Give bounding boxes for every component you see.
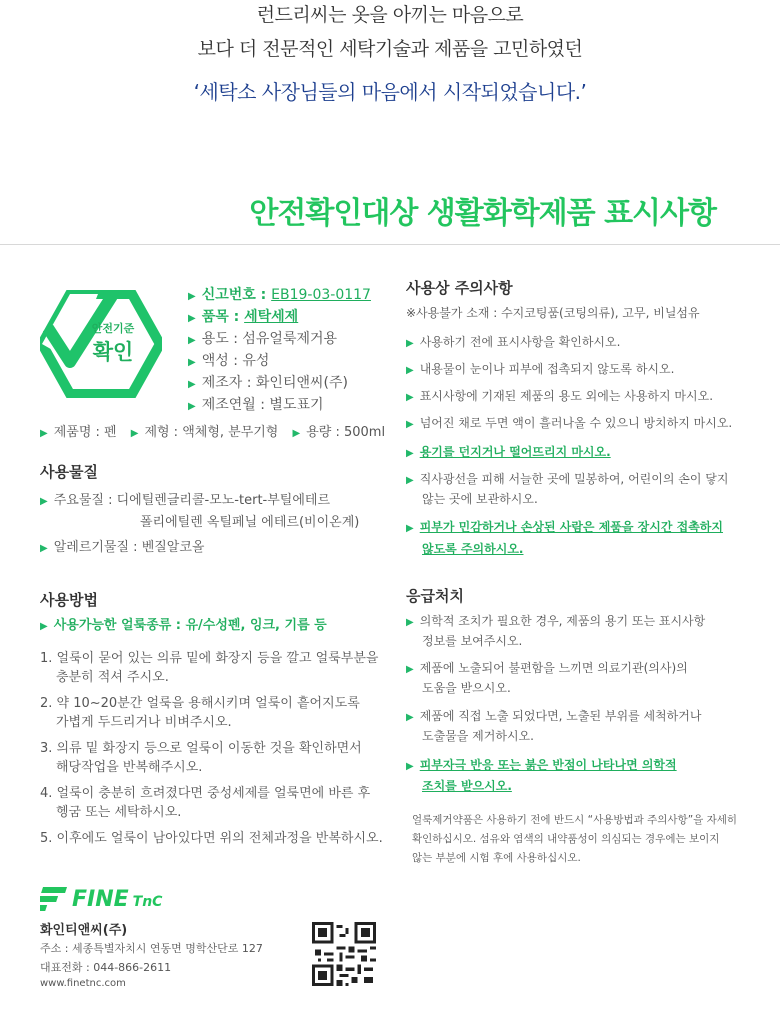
logo-main-text: FINE — [72, 886, 129, 912]
caution-item-7-cont: 않도록 주의하시오. — [422, 542, 524, 556]
caution-title: 사용상 주의사항 — [406, 279, 513, 297]
manufacturer: ▶ 제조자 : 화인티앤씨(주) — [188, 375, 348, 391]
badge-main-text: 확인 — [92, 340, 134, 364]
caution-item-2: ▶ 내용물이 눈이나 피부에 접촉되지 않도록 하시오. — [406, 362, 675, 376]
qr-code-icon — [312, 922, 376, 986]
arrow-icon: ▶ — [406, 617, 414, 628]
first-aid-item-2-cont: 도움을 받으시오. — [422, 681, 511, 695]
arrow-icon: ▶ — [188, 291, 196, 302]
method-step-3: 3. 의류 밑 화장지 등으로 얼룩이 이동한 것을 확인하면서 — [40, 741, 362, 756]
caution-item-6-cont: 않는 곳에 보관하시오. — [422, 492, 538, 506]
arrow-icon: ▶ — [406, 712, 414, 723]
qr-code[interactable] — [312, 922, 376, 986]
first-aid-item-4: ▶ 피부자극 반응 또는 붉은 반점이 나타나면 의학적 — [406, 758, 677, 772]
logo-sub-text: TnC — [132, 894, 163, 910]
footnote-line-2: 확인하십시오. 섬유와 염색의 내약품성이 의심되는 경우에는 보이지 — [412, 833, 720, 845]
method-title: 사용방법 — [40, 591, 98, 609]
caution-note: ※사용불가 소재 : 수지코팅품(코팅의류), 고무, 비닐섬유 — [406, 306, 700, 320]
arrow-icon: ▶ — [406, 475, 414, 486]
stain-types: ▶ 사용가능한 얼룩종류 : 유/수성펜, 잉크, 기름 등 — [40, 618, 327, 633]
caution-item-1: ▶ 사용하기 전에 표시사항을 확인하시오. — [406, 335, 621, 349]
arrow-icon: ▶ — [406, 338, 414, 349]
intro-quote: ‘세탁소 사장님들의 마음에서 시작되었습니다.’ — [193, 80, 587, 104]
first-aid-item-3-cont: 도출물을 제거하시오. — [422, 729, 534, 743]
first-aid-item-3: ▶ 제품에 직접 노출 되었다면, 노출된 부위를 세척하거나 — [406, 709, 702, 723]
intro-line-1: 런드리씨는 옷을 아끼는 마음으로 — [256, 4, 524, 26]
company-url[interactable]: www.finetnc.com — [40, 978, 126, 989]
arrow-icon: ▶ — [292, 428, 301, 439]
product-item: ▶ 품목 : 세탁세제 — [188, 309, 299, 325]
arrow-icon: ▶ — [40, 543, 48, 554]
manufacture-date: ▶ 제조연월 : 별도표기 — [188, 397, 324, 413]
method-step-2-cont: 가볍게 두드리거나 비벼주시오. — [56, 715, 232, 730]
caution-item-7: ▶ 피부가 민감하거나 손상된 사람은 제품을 장시간 접촉하지 — [406, 520, 723, 534]
first-aid-item-2: ▶ 제품에 노출되어 불편함을 느끼면 의료기관(의사)의 — [406, 661, 688, 675]
method-step-5: 5. 이후에도 얼룩이 남아있다면 위의 전체과정을 반복하시오. — [40, 831, 383, 846]
caution-item-5: ▶ 용기를 던지거나 떨어뜨리지 마시오. — [406, 445, 611, 459]
arrow-icon: ▶ — [188, 379, 196, 390]
divider — [0, 244, 780, 245]
company-name: 화인티앤씨(주) — [40, 923, 128, 938]
first-aid-item-4-cont: 조치를 받으시오. — [422, 779, 512, 793]
arrow-icon: ▶ — [188, 335, 196, 346]
first-aid-title: 응급처치 — [406, 587, 464, 605]
badge-top-text: 안전기준 — [91, 322, 135, 335]
company-address: 주소 : 세종특별자치시 연동면 명학산단로 127 — [40, 942, 263, 955]
arrow-icon: ▶ — [40, 428, 48, 439]
method-step-1-cont: 충분히 적셔 주시오. — [56, 670, 169, 685]
arrow-icon: ▶ — [406, 523, 414, 534]
first-aid-item-1-cont: 정보를 보여주시오. — [422, 634, 523, 648]
arrow-icon: ▶ — [188, 401, 196, 412]
footnote-line-1: 얼룩제거약품은 사용하기 전에 반드시 “사용방법과 주의사항”을 자세히 — [412, 814, 738, 826]
caution-item-3: ▶ 표시사항에 기재된 제품의 용도 외에는 사용하지 마시오. — [406, 389, 714, 403]
spec-line: ▶ 제품명 : 펜 ▶ 제형 : 액체형, 분무기형 ▶ 용량 : 500ml — [40, 425, 386, 440]
safety-check-badge — [40, 290, 162, 398]
arrow-icon: ▶ — [406, 392, 414, 403]
arrow-icon: ▶ — [406, 365, 414, 376]
arrow-icon: ▶ — [406, 664, 414, 675]
main-substance-line-2: 폴리에틸렌 옥틸페닐 에테르(비이온계) — [140, 515, 360, 530]
arrow-icon: ▶ — [406, 761, 414, 772]
method-step-2: 2. 약 10~20분간 얼룩을 용해시키며 얼룩이 흩어지도록 — [40, 696, 360, 711]
method-step-4: 4. 얼룩이 충분히 흐려졌다면 중성세제를 얼룩면에 바른 후 — [40, 786, 371, 801]
method-step-4-cont: 헹굼 또는 세탁하시오. — [56, 805, 182, 820]
company-phone: 대표전화 : 044-866-2611 — [40, 961, 172, 974]
method-step-1: 1. 얼룩이 묻어 있는 의류 밑에 화장지 등을 깔고 얼룩부분을 — [40, 651, 379, 666]
caution-item-4: ▶ 넘어진 채로 두면 액이 흘러나올 수 있으니 방치하지 마시오. — [406, 416, 733, 430]
arrow-icon: ▶ — [188, 313, 196, 324]
caution-item-6: ▶ 직사광선을 피해 서늘한 곳에 밀봉하여, 어린이의 손이 닿지 — [406, 472, 729, 486]
usage: ▶ 용도 : 섬유얼룩제거용 — [188, 331, 338, 347]
substances-title: 사용물질 — [40, 463, 98, 481]
method-step-3-cont: 해당작업을 반복해주시오. — [56, 760, 203, 775]
report-number: ▶ 신고번호 : EB19-03-0117 — [188, 287, 371, 303]
arrow-icon: ▶ — [130, 428, 139, 439]
logo-mark-icon — [40, 884, 70, 914]
intro-line-2: 보다 더 전문적인 세탁기술과 제품을 고민하였던 — [197, 38, 583, 60]
first-aid-item-1: ▶ 의학적 조치가 필요한 경우, 제품의 용기 또는 표시사항 — [406, 614, 706, 628]
arrow-icon: ▶ — [406, 448, 414, 459]
allergen: ▶ 알레르기물질 : 벤질알코올 — [40, 540, 205, 555]
page-title: 안전확인대상 생활화학제품 표시사항 — [249, 196, 716, 231]
arrow-icon: ▶ — [406, 419, 414, 430]
footnote-line-3: 않는 부분에 시험 후에 사용하십시오. — [412, 852, 581, 864]
arrow-icon: ▶ — [188, 357, 196, 368]
main-substance: ▶ 주요물질 : 디에틸렌글리콜-모노-tert-부틸에테르 — [40, 493, 331, 508]
arrow-icon: ▶ — [40, 496, 48, 507]
liquid-state: ▶ 액성 : 유성 — [188, 353, 270, 369]
arrow-icon: ▶ — [40, 621, 48, 632]
company-logo — [40, 882, 162, 916]
